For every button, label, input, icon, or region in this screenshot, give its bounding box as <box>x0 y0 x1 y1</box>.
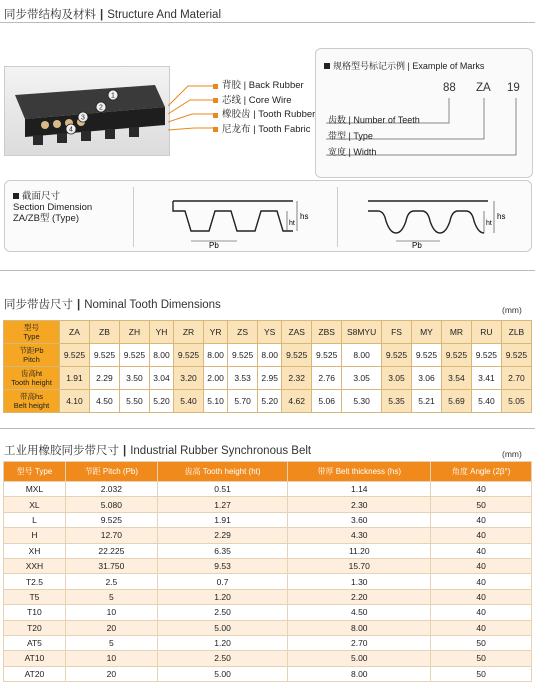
table-row <box>4 605 532 620</box>
table-row <box>4 651 532 666</box>
column-header: 角度 Angle (2β°) <box>431 462 532 482</box>
table-cell: 40 <box>431 528 532 543</box>
table-cell: 5 <box>65 635 157 650</box>
table-cell: 2.032 <box>65 482 157 497</box>
tooth-dimensions-title: 同步带齿尺寸 | Nominal Tooth Dimensions <box>4 299 221 311</box>
table-cell: 2.50 <box>157 651 287 666</box>
table-cell: 50 <box>431 651 532 666</box>
example-of-marks-panel <box>315 48 533 178</box>
table-cell: ZS <box>228 321 258 344</box>
mark-label-type: 带型 | Type <box>328 131 373 141</box>
layer-item: 背胶 | Back Rubber <box>213 79 315 94</box>
table-cell: 带高hs Belt height <box>4 390 60 413</box>
table-cell: 4.50 <box>288 605 431 620</box>
table-cell: 9.525 <box>501 344 531 367</box>
table-cell: 3.53 <box>228 367 258 390</box>
table-cell: 1.30 <box>288 574 431 589</box>
table-row <box>4 574 532 589</box>
table-cell: 9.525 <box>312 344 342 367</box>
table-cell: AT20 <box>4 666 66 681</box>
table-cell: RU <box>471 321 501 344</box>
table-cell: AT5 <box>4 635 66 650</box>
table-cell: 2.29 <box>89 367 119 390</box>
layer-num-1: 1 <box>111 92 115 100</box>
table-cell: 15.70 <box>288 558 431 573</box>
table-cell: 50 <box>431 635 532 650</box>
table-cell: H <box>4 528 66 543</box>
table-cell: 2.29 <box>157 528 287 543</box>
table-cell: 5 <box>65 589 157 604</box>
table-cell: XXH <box>4 558 66 573</box>
table-cell: YR <box>204 321 228 344</box>
structure-title-en: Structure And Material <box>107 9 221 21</box>
table-cell: 3.20 <box>174 367 204 390</box>
table-cell: 3.50 <box>119 367 149 390</box>
table-cell: 4.10 <box>60 390 90 413</box>
table-cell: XH <box>4 543 66 558</box>
tooth-dimensions-table <box>3 320 532 413</box>
table-row <box>4 589 532 604</box>
table-cell: FS <box>382 321 412 344</box>
table-cell: 1.27 <box>157 497 287 512</box>
divider <box>0 270 535 271</box>
table-cell: ZBS <box>312 321 342 344</box>
table-cell: S8MYU <box>342 321 382 344</box>
table-cell: 5.69 <box>441 390 471 413</box>
divider <box>0 428 535 429</box>
table-cell: 2.32 <box>282 367 312 390</box>
table-cell: 2.30 <box>288 497 431 512</box>
table-cell: 5.35 <box>382 390 412 413</box>
layer-item: 橡胶齿 | Tooth Rubber <box>213 108 315 123</box>
table-cell: 50 <box>431 666 532 681</box>
label-pb: Pb <box>209 241 219 249</box>
table-cell: 40 <box>431 558 532 573</box>
mark-code-teeth: 88 <box>443 82 456 94</box>
table-cell: 9.525 <box>228 344 258 367</box>
table-cell: 8.00 <box>288 620 431 635</box>
table-cell: ZB <box>89 321 119 344</box>
table-cell: YS <box>258 321 282 344</box>
column-header: 齿高 Tooth height (ht) <box>157 462 287 482</box>
table-row <box>4 497 532 512</box>
table-cell: 3.54 <box>441 367 471 390</box>
table-row <box>4 367 532 390</box>
table-cell: ZH <box>119 321 149 344</box>
label-hs: hs <box>300 212 309 221</box>
table-cell: 9.525 <box>89 344 119 367</box>
table-cell: 型号 Type <box>4 321 60 344</box>
table-cell: 9.525 <box>65 512 157 527</box>
table-cell: 3.05 <box>342 367 382 390</box>
table-cell: AT10 <box>4 651 66 666</box>
table-cell: 3.05 <box>382 367 412 390</box>
layer-list <box>213 79 315 137</box>
leader-lines <box>168 76 216 146</box>
table-cell: 5.00 <box>288 651 431 666</box>
mark-label-width: 宽度 | Width <box>328 147 377 157</box>
structure-title-cn: 同步带结构及材料 <box>4 9 96 21</box>
table-cell: 4.30 <box>288 528 431 543</box>
layer-num-3: 3 <box>81 114 85 122</box>
layer-num-2: 2 <box>99 104 103 112</box>
label-ht: ht <box>289 220 295 227</box>
table-cell: 3.06 <box>411 367 441 390</box>
table-cell: 2.20 <box>288 589 431 604</box>
table-cell: 22.225 <box>65 543 157 558</box>
table-cell: 5.06 <box>312 390 342 413</box>
table-cell: T20 <box>4 620 66 635</box>
layer-num-4: 4 <box>69 126 73 134</box>
label-ht-2: ht <box>486 220 492 227</box>
table-cell: 20 <box>65 666 157 681</box>
table-cell: 3.41 <box>471 367 501 390</box>
table-row <box>4 390 532 413</box>
table-row <box>4 620 532 635</box>
table-cell: 20 <box>65 620 157 635</box>
table-cell: 2.95 <box>258 367 282 390</box>
mark-label-teeth: 齿数 | Number of Teeth <box>328 115 420 125</box>
table-cell: L <box>4 512 66 527</box>
table-cell: 9.525 <box>174 344 204 367</box>
table-cell: 6.35 <box>157 543 287 558</box>
table-row <box>4 512 532 527</box>
column-header: 带厚 Belt thickness (hs) <box>288 462 431 482</box>
table-cell: T10 <box>4 605 66 620</box>
structure-title: 同步带结构及材料 | Structure And Material <box>4 9 221 21</box>
unit-mm-2: (mm) <box>502 449 522 459</box>
table-cell: 10 <box>65 605 157 620</box>
table-cell: 12.70 <box>65 528 157 543</box>
layer-item: 尼龙布 | Tooth Fabric <box>213 123 315 138</box>
mark-code-width: 19 <box>507 82 520 94</box>
table-cell: 11.20 <box>288 543 431 558</box>
table-cell: ZR <box>174 321 204 344</box>
table-row <box>4 635 532 650</box>
table-cell: 齿高ht Tooth height <box>4 367 60 390</box>
table-cell: 5.50 <box>119 390 149 413</box>
table-cell: 5.70 <box>228 390 258 413</box>
table-cell: 10 <box>65 651 157 666</box>
table-cell: 节距Pb Pitch <box>4 344 60 367</box>
table-cell: 50 <box>431 497 532 512</box>
belt-sizes-title: 工业用橡胶同步带尺寸 | Industrial Rubber Synchronous Belt <box>4 445 312 457</box>
belt-illustration <box>4 66 170 156</box>
unit-mm: (mm) <box>502 305 522 315</box>
tooth-profile-trapezoid <box>165 187 325 249</box>
table-cell: 2.50 <box>157 605 287 620</box>
table-cell: 9.525 <box>119 344 149 367</box>
mark-code-type: ZA <box>476 82 491 94</box>
table-cell: 40 <box>431 589 532 604</box>
table-cell: 2.76 <box>312 367 342 390</box>
table-cell: 40 <box>431 620 532 635</box>
table-cell: 5.30 <box>342 390 382 413</box>
table-cell: 5.40 <box>471 390 501 413</box>
table-header-row <box>4 462 532 482</box>
table-cell: 8.00 <box>204 344 228 367</box>
table-cell: XL <box>4 497 66 512</box>
table-row <box>4 321 532 344</box>
table-cell: 0.7 <box>157 574 287 589</box>
table-cell: 2.00 <box>204 367 228 390</box>
table-cell: 9.525 <box>382 344 412 367</box>
table-cell: 5.20 <box>258 390 282 413</box>
table-cell: 8.00 <box>258 344 282 367</box>
table-cell: 5.40 <box>174 390 204 413</box>
table-cell: 2.70 <box>501 367 531 390</box>
table-cell: 8.00 <box>149 344 173 367</box>
table-cell: 9.525 <box>471 344 501 367</box>
table-cell: 5.10 <box>204 390 228 413</box>
table-cell: 5.080 <box>65 497 157 512</box>
section-dimension-panel <box>4 180 532 252</box>
table-cell: 5.00 <box>157 666 287 681</box>
label-pb-2: Pb <box>412 241 422 249</box>
table-cell: 2.70 <box>288 635 431 650</box>
table-row <box>4 344 532 367</box>
table-cell: MXL <box>4 482 66 497</box>
table-cell: 8.00 <box>288 666 431 681</box>
table-cell: 9.525 <box>441 344 471 367</box>
table-cell: MR <box>441 321 471 344</box>
table-cell: T5 <box>4 589 66 604</box>
table-cell: 3.60 <box>288 512 431 527</box>
table-cell: 0.51 <box>157 482 287 497</box>
table-cell: 1.91 <box>157 512 287 527</box>
table-cell: MY <box>411 321 441 344</box>
table-cell: 1.14 <box>288 482 431 497</box>
divider <box>0 22 535 23</box>
layer-item: 芯线 | Core Wire <box>213 94 315 109</box>
table-cell: 40 <box>431 543 532 558</box>
table-cell: 3.04 <box>149 367 173 390</box>
table-row <box>4 528 532 543</box>
table-cell: 8.00 <box>342 344 382 367</box>
table-cell: 1.20 <box>157 589 287 604</box>
table-cell: 1.20 <box>157 635 287 650</box>
table-cell: 4.62 <box>282 390 312 413</box>
belt-sizes-table <box>3 461 532 682</box>
belt-cross-section-image <box>5 67 170 156</box>
marks-title: 规格型号标记示例 | Example of Marks <box>324 59 484 72</box>
table-cell: 2.5 <box>65 574 157 589</box>
table-row <box>4 558 532 573</box>
table-cell: 40 <box>431 605 532 620</box>
table-cell: 31.750 <box>65 558 157 573</box>
table-row <box>4 543 532 558</box>
table-cell: T2.5 <box>4 574 66 589</box>
table-cell: 5.20 <box>149 390 173 413</box>
table-cell: 9.525 <box>411 344 441 367</box>
table-cell: ZA <box>60 321 90 344</box>
table-cell: 1.91 <box>60 367 90 390</box>
table-row <box>4 482 532 497</box>
label-hs-2: hs <box>497 212 506 221</box>
table-cell: 5.05 <box>501 390 531 413</box>
table-cell: 40 <box>431 574 532 589</box>
table-cell: YH <box>149 321 173 344</box>
table-cell: 9.525 <box>60 344 90 367</box>
column-header: 型号 Type <box>4 462 66 482</box>
column-header: 节距 Pitch (Pb) <box>65 462 157 482</box>
table-cell: 5.21 <box>411 390 441 413</box>
table-cell: ZAS <box>282 321 312 344</box>
table-cell: 9.53 <box>157 558 287 573</box>
tooth-profile-curvilinear <box>360 187 520 249</box>
table-cell: 5.00 <box>157 620 287 635</box>
table-cell: 40 <box>431 512 532 527</box>
table-cell: ZLB <box>501 321 531 344</box>
table-cell: 4.50 <box>89 390 119 413</box>
table-cell: 40 <box>431 482 532 497</box>
table-row <box>4 666 532 681</box>
section-dimension-text: 截面尺寸 Section Dimension ZA/ZB型 (Type) <box>13 191 93 224</box>
table-cell: 9.525 <box>282 344 312 367</box>
